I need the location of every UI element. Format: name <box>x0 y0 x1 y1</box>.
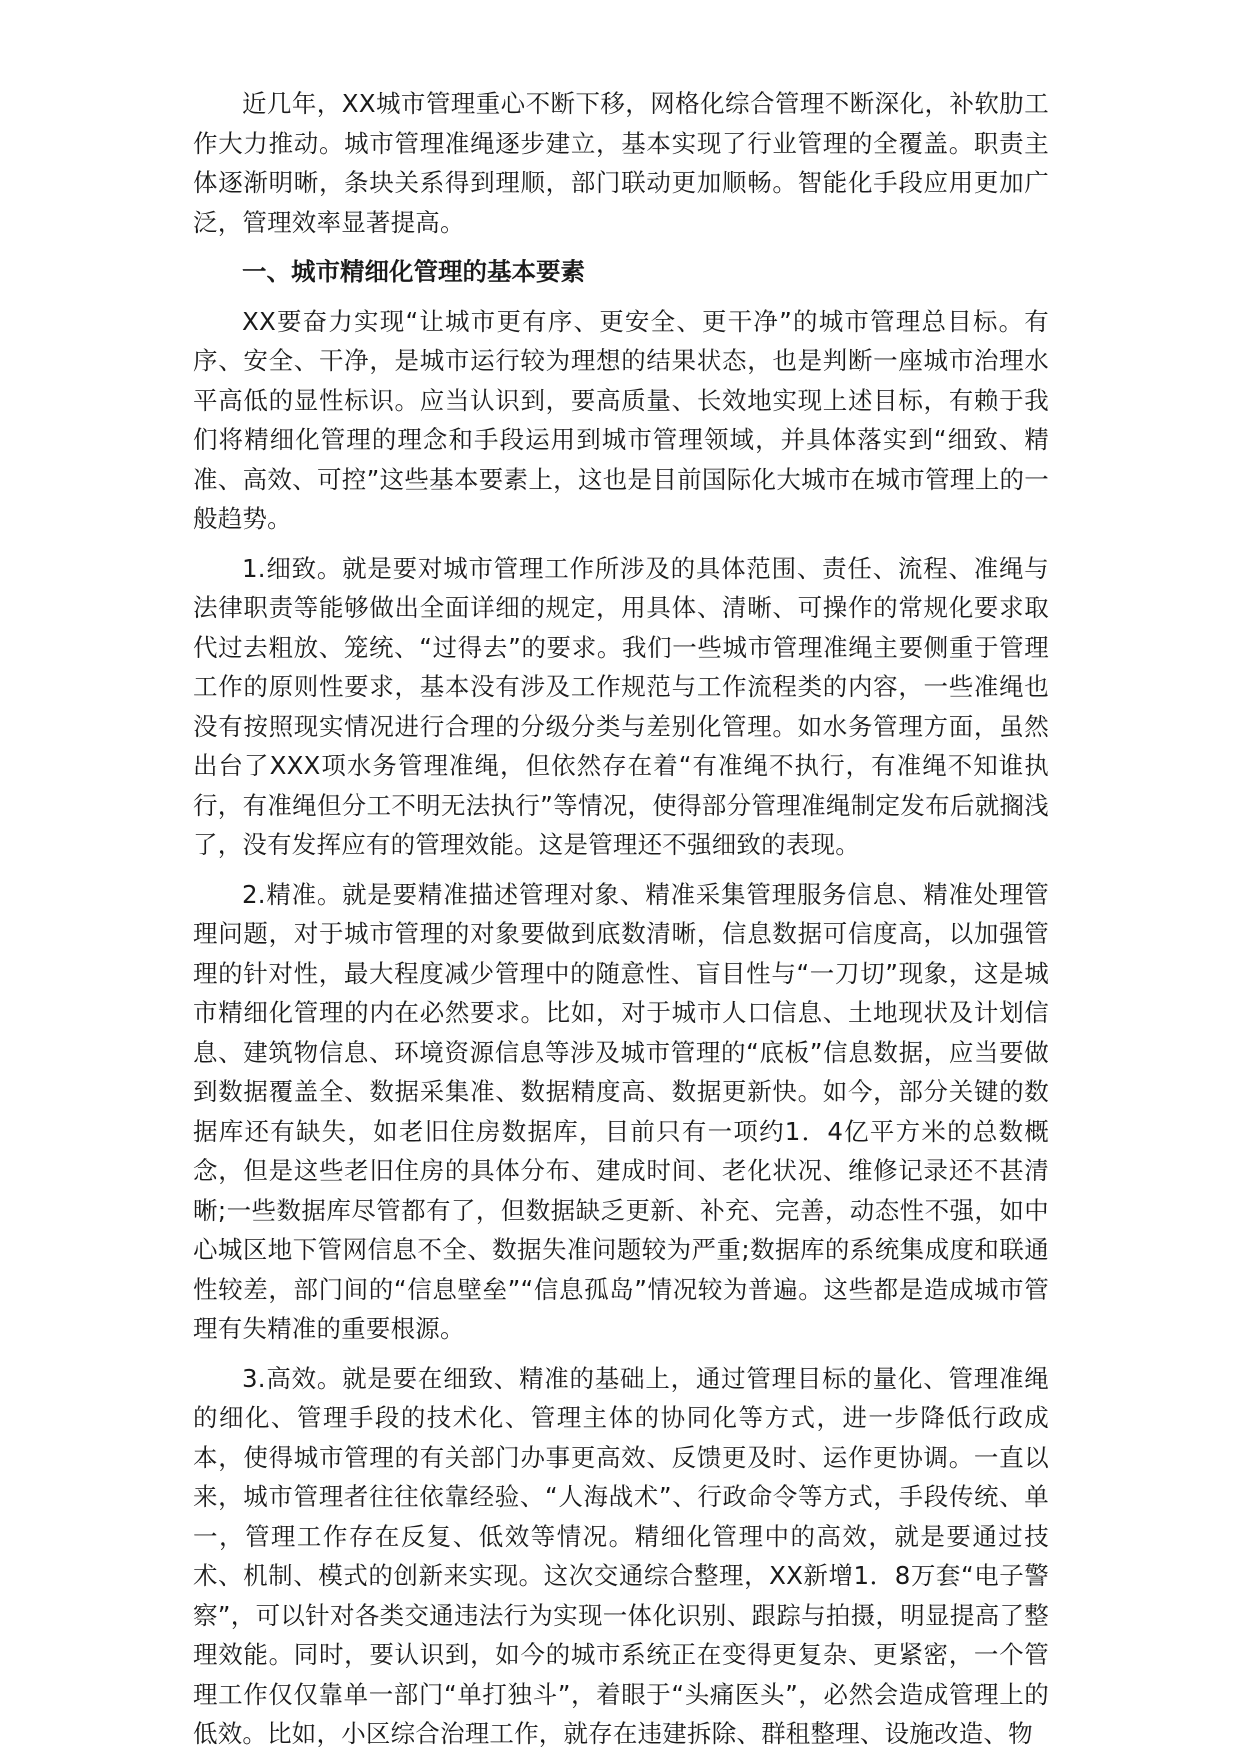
document-page <box>193 84 1049 1764</box>
section-heading: 一、城市精细化管理的基本要素 <box>242 257 585 286</box>
item-2-paragraph: 2.精准。就是要精准描述管理对象、精准采集管理服务信息、精准处理管理问题，对于城市管理的对象要做到底数清晰，信息数据可信度高，以加强管理的针对性，最大程度减少管理中的随意性、盲目性与“一刀切”现象，这是城市精细化管理的内在必然要求。比如，对于城市人口信息、土地现状及计划信息、建筑物信息、环境资源信息等涉及城市管理的“底板”信息数据，应当要做到数据覆盖全、数据采集准、数据精度高、数据更新快。如今，部分关键的数据库还有缺失，如老旧住房数据库，目前只有一项约1．4亿平方米的总数概念，但是这些老旧住房的具体分布、建成时间、老化状况、维修记录还不甚清晰;一些数据库尽管都有了，但数据缺乏更新、补充、完善，动态性不强，如中心城区地下管网信息不全、数据失准问题较为严重;数据库的系统集成度和联通性较差，部门间的“信息壁垒”“信息孤岛”情况较为普遍。这些都是造成城市管理有失精准的重要根源。 <box>193 879 1049 1343</box>
item-3-paragraph: 3.高效。就是要在细致、精准的基础上，通过管理目标的量化、管理准绳的细化、管理手段的技术化、管理主体的协同化等方式，进一步降低行政成本，使得城市管理的有关部门办事更高效、反馈更及时、运作更协调。一直以来，城市管理者往往依靠经验、“人海战术”、行政命令等方式，手段传统、单一，管理工作存在反复、低效等情况。精细化管理中的高效，就是要通过技术、机制、模式的创新来实现。这次交通综合整理，XX新增1．8万套“电子警察”，可以针对各类交通违法行为实现一体化识别、跟踪与拍摄，明显提高了整理效能。同时，要认识到，如今的城市系统正在变得更复杂、更紧密，一个管理工作仅仅靠单一部门“单打独斗”，着眼于“头痛医头”，必然会造成管理上的低效。比如，小区综合治理工作，就存在违建拆除、群租整理、设施改造、物 <box>193 1363 1049 1748</box>
item-1-paragraph: 1.细致。就是要对城市管理工作所涉及的具体范围、责任、流程、准绳与法律职责等能够做出全面详细的规定，用具体、清晰、可操作的常规化要求取代过去粗放、笼统、“过得去”的要求。我们一些城市管理准绳主要侧重于管理工作的原则性要求，基本没有涉及工作规范与工作流程类的内容，一些准绳也没有按照现实情况进行合理的分级分类与差别化管理。如水务管理方面，虽然出台了XXX项水务管理准绳，但依然存在着“有准绳不执行，有准绳不知谁执行，有准绳但分工不明无法执行”等情况，使得部分管理准绳制定发布后就搁浅了，没有发挥应有的管理效能。这是管理还不强细致的表现。 <box>193 553 1049 859</box>
section-intro-paragraph: XX要奋力实现“让城市更有序、更安全、更干净”的城市管理总目标。有序、安全、干净，是城市运行较为理想的结果状态，也是判断一座城市治理水平高低的显性标识。应当认识到，要高质量、长效地实现上述目标，有赖于我们将精细化管理的理念和手段运用到城市管理领域，并具体落实到“细致、精准、高效、可控”这些基本要素上，这也是目前国际化大城市在城市管理上的一般趋势。 <box>193 306 1049 533</box>
intro-paragraph: 近几年，XX城市管理重心不断下移，网格化综合管理不断深化，补软肋工作大力推动。城市管理准绳逐步建立，基本实现了行业管理的全覆盖。职责主体逐渐明晰，条块关系得到理顺，部门联动更加顺畅。智能化手段应用更加广泛，管理效率显著提高。 <box>193 89 1049 237</box>
